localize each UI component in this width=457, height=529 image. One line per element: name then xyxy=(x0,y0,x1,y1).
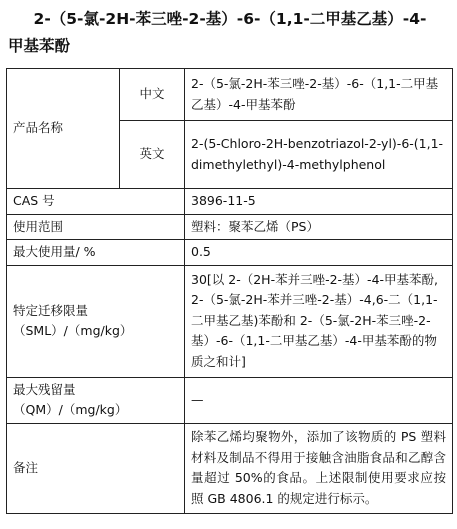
table-row xyxy=(7,189,453,215)
table-row xyxy=(7,69,453,121)
document-title xyxy=(8,6,452,60)
remark-label: 备注 xyxy=(7,423,185,513)
cas-label: CAS 号 xyxy=(7,189,185,215)
chinese-name-value: 2-（5-氯-2H-苯三唑-2-基）-6-（1,1-二甲基乙基）-4-甲基苯酚 xyxy=(185,69,453,121)
table-row xyxy=(7,214,453,240)
table-row xyxy=(7,423,453,513)
remark-value: 除苯乙烯均聚物外，添加了该物质的 PS 塑料材料及制品不得用于接触含油脂食品和乙醇含量超过 50%的食品。上述限制使用要求应按照 GB 4806.1 的规定进行标示。 xyxy=(185,423,453,513)
max-use-value: 0.5 xyxy=(185,240,453,266)
table-row xyxy=(7,265,453,377)
scope-value: 塑料：聚苯乙烯（PS） xyxy=(185,214,453,240)
product-name-label: 产品名称 xyxy=(7,69,120,189)
qm-label-line-1: 最大残留量 xyxy=(13,381,76,397)
table-row xyxy=(7,240,453,266)
qm-value: — xyxy=(185,377,453,423)
cas-value: 3896-11-5 xyxy=(185,189,453,215)
qm-label-line-2: （QM）/（mg/kg） xyxy=(13,402,128,417)
sml-label-line-2: （SML）/（mg/kg） xyxy=(13,323,133,338)
title-line-2: 甲基苯酚 xyxy=(8,37,71,55)
title-line-1: 2-（5-氯-2H-苯三唑-2-基）-6-（1,1-二甲基乙基）-4- xyxy=(33,10,427,28)
sml-label-line-1: 特定迁移限量 xyxy=(13,302,89,318)
english-name-value: 2-(5-Chloro-2H-benzotriazol-2-yl)-6-(1,1-dimethylethyl)-4-methylphenol xyxy=(185,121,453,189)
sml-label xyxy=(7,265,185,377)
table-row xyxy=(7,377,453,423)
scope-label: 使用范围 xyxy=(7,214,185,240)
substance-spec-table xyxy=(6,68,453,514)
english-label: 英文 xyxy=(120,121,185,189)
sml-value: 30[以 2-（2H-苯并三唑-2-基）-4-甲基苯酚, 2-（5-氯-2H-苯并三唑-2-基）-4,6-二（1,1-二甲基乙基)苯酚和 2-（5-氯-2H-苯三唑-2-基）-6-（1,1-二甲基乙基）-4-甲基苯酚的物质之和计] xyxy=(185,265,453,377)
qm-label xyxy=(7,377,185,423)
max-use-label: 最大使用量/ % xyxy=(7,240,185,266)
chinese-label: 中文 xyxy=(120,69,185,121)
